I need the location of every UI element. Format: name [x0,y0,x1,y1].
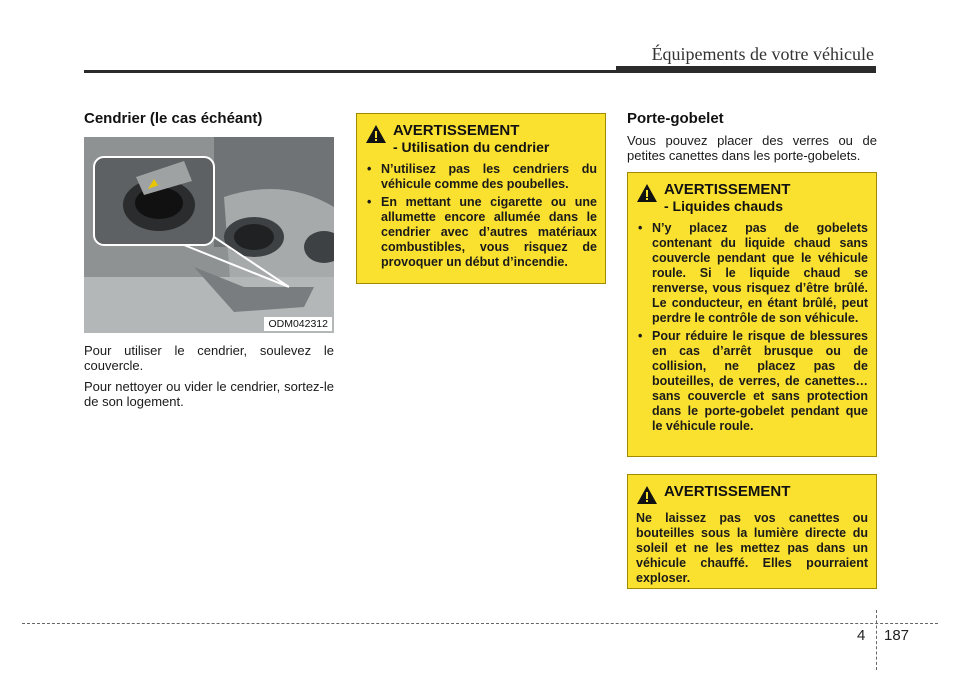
left-column [84,110,334,409]
ashtray-photo [84,137,334,333]
section-title-cup-holder: Porte-gobelet [627,110,724,127]
footer-divider [876,610,877,670]
footer-rule [22,623,938,624]
warning-text: Ne laissez pas vos canettes ou bouteilles sous la lumière directe du soleil et ne les mettez pas dans un véhicule chauffé. Elles pourraient exploser. [636,511,868,585]
warning-box-ashtray [356,113,606,284]
warning-header [365,122,597,156]
warning-triangle-icon [636,485,658,505]
warning-box-sun [627,474,877,589]
right-column [627,110,877,163]
header-rule-accent [616,66,876,73]
warning-subtitle: - Liquides chauds [664,198,784,214]
warning-title: AVERTISSEMENT [664,181,791,198]
ashtray-illustration [84,137,334,333]
warning-triangle-icon [365,124,387,144]
warning-item: • En mettant une cigarette ou une allumette encore allumée dans le cendrier avec d’autres matériaux combustibles, vous risquez de provoquer un début d’incendie. [365,195,597,270]
warning-triangle-icon [636,183,658,203]
section-title-ashtray: Cendrier (le cas échéant) [84,110,263,127]
paragraph-ashtray-use: Pour utiliser le cendrier, soulevez le couvercle. [84,343,334,373]
warning-title: AVERTISSEMENT [393,122,520,139]
warning-item: • N’utilisez pas les cendriers du véhicule comme des poubelles. [365,162,597,192]
warning-title: AVERTISSEMENT [664,483,791,500]
paragraph-cup-holder: Vous pouvez placer des verres ou de petites canettes dans les porte-gobelets. [627,133,877,163]
warning-item: • Pour réduire le risque de blessures en cas d’arrêt brusque ou de collision, ne placez pas de bouteilles, de verres, de canettes…sans couvercle et sans protection dans le porte-gobelet pendant que le véhicule roule. [636,329,868,434]
chapter-number: 4 [857,627,866,644]
warning-list [636,221,868,434]
warning-subtitle: - Utilisation du cendrier [393,139,550,155]
page-number: 187 [884,627,910,644]
warning-header [636,181,868,215]
image-caption: ODM042312 [264,317,332,331]
warning-header [636,483,868,505]
paragraph-ashtray-clean: Pour nettoyer ou vider le cendrier, sortez-le de son logement. [84,379,334,409]
warning-item: • N’y placez pas de gobelets contenant du liquide chaud sans couvercle pendant que le véhicule roule. Si le liquide chaud se renverse, vous risquez d’être brûlé. Le conducteur, en étant brûlé, peut perdre le contrôle de son véhicule. [636,221,868,326]
warning-box-hot-liquids [627,172,877,457]
page-header-title: Équipements de votre véhicule [651,44,874,64]
warning-list [365,162,597,270]
